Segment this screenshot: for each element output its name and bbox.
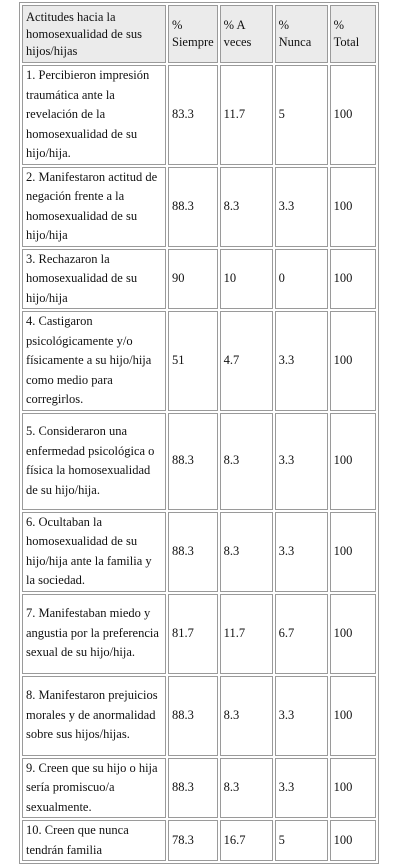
row-siempre: 88.3 [168, 512, 218, 592]
table-row [22, 413, 376, 510]
row-siempre: 88.3 [168, 676, 218, 756]
row-nunca: 3.3 [275, 167, 328, 247]
table-row [22, 512, 376, 592]
row-siempre: 83.3 [168, 65, 218, 165]
row-total: 100 [330, 249, 376, 310]
row-a-veces: 11.7 [220, 65, 273, 165]
row-nunca: 3.3 [275, 676, 328, 756]
row-attitude: 4. Castigaron psicológicamente y/o físicamente a su hijo/hija como medio para corregirlos. [22, 311, 166, 411]
row-siempre: 81.7 [168, 594, 218, 674]
row-attitude: 3. Rechazaron la homosexualidad de su hijo/hija [22, 249, 166, 310]
row-total: 100 [330, 512, 376, 592]
row-attitude: 9. Creen que su hijo o hija sería promiscuo/a sexualmente. [22, 758, 166, 819]
row-siempre: 51 [168, 311, 218, 411]
table-row [22, 249, 376, 310]
table-header-row [22, 5, 376, 63]
row-nunca: 6.7 [275, 594, 328, 674]
row-a-veces: 8.3 [220, 676, 273, 756]
row-siempre: 78.3 [168, 820, 218, 861]
row-a-veces: 4.7 [220, 311, 273, 411]
row-nunca: 3.3 [275, 758, 328, 819]
header-nunca: % Nunca [275, 5, 328, 63]
row-total: 100 [330, 413, 376, 510]
header-attitudes: Actitudes hacia la homosexualidad de sus hijos/hijas [22, 5, 166, 63]
row-a-veces: 8.3 [220, 413, 273, 510]
row-nunca: 0 [275, 249, 328, 310]
row-total: 100 [330, 65, 376, 165]
table-row [22, 676, 376, 756]
row-nunca: 5 [275, 820, 328, 861]
header-total: % Total [330, 5, 376, 63]
row-a-veces: 10 [220, 249, 273, 310]
row-nunca: 3.3 [275, 413, 328, 510]
row-siempre: 88.3 [168, 758, 218, 819]
row-attitude: 2. Manifestaron actitud de negación frente a la homosexualidad de su hijo/hija [22, 167, 166, 247]
header-siempre: % Siempre [168, 5, 218, 63]
row-attitude: 6. Ocultaban la homosexualidad de su hijo/hija ante la familia y la sociedad. [22, 512, 166, 592]
table-row [22, 167, 376, 247]
table-row [22, 594, 376, 674]
row-siempre: 88.3 [168, 167, 218, 247]
row-siempre: 88.3 [168, 413, 218, 510]
row-attitude: 7. Manifestaban miedo y angustia por la preferencia sexual de su hijo/hija. [22, 594, 166, 674]
row-total: 100 [330, 311, 376, 411]
row-a-veces: 16.7 [220, 820, 273, 861]
row-total: 100 [330, 820, 376, 861]
row-a-veces: 8.3 [220, 758, 273, 819]
row-total: 100 [330, 758, 376, 819]
header-a-veces: % A veces [220, 5, 273, 63]
table-container [19, 2, 379, 864]
table-row [22, 820, 376, 861]
row-attitude: 5. Consideraron una enfermedad psicológica o física la homosexualidad de su hijo/hija. [22, 413, 166, 510]
row-a-veces: 8.3 [220, 512, 273, 592]
table-row [22, 311, 376, 411]
row-total: 100 [330, 594, 376, 674]
row-total: 100 [330, 676, 376, 756]
row-nunca: 3.3 [275, 311, 328, 411]
row-attitude: 10. Creen que nunca tendrán familia [22, 820, 166, 861]
table-row [22, 65, 376, 165]
row-a-veces: 11.7 [220, 594, 273, 674]
row-siempre: 90 [168, 249, 218, 310]
row-attitude: 8. Manifestaron prejuicios morales y de anormalidad sobre sus hijos/hijas. [22, 676, 166, 756]
row-nunca: 5 [275, 65, 328, 165]
row-total: 100 [330, 167, 376, 247]
row-a-veces: 8.3 [220, 167, 273, 247]
table-row [22, 758, 376, 819]
row-attitude: 1. Percibieron impresión traumática ante la revelación de la homosexualidad de su hijo/hija. [22, 65, 166, 165]
attitudes-table [19, 2, 379, 864]
row-nunca: 3.3 [275, 512, 328, 592]
